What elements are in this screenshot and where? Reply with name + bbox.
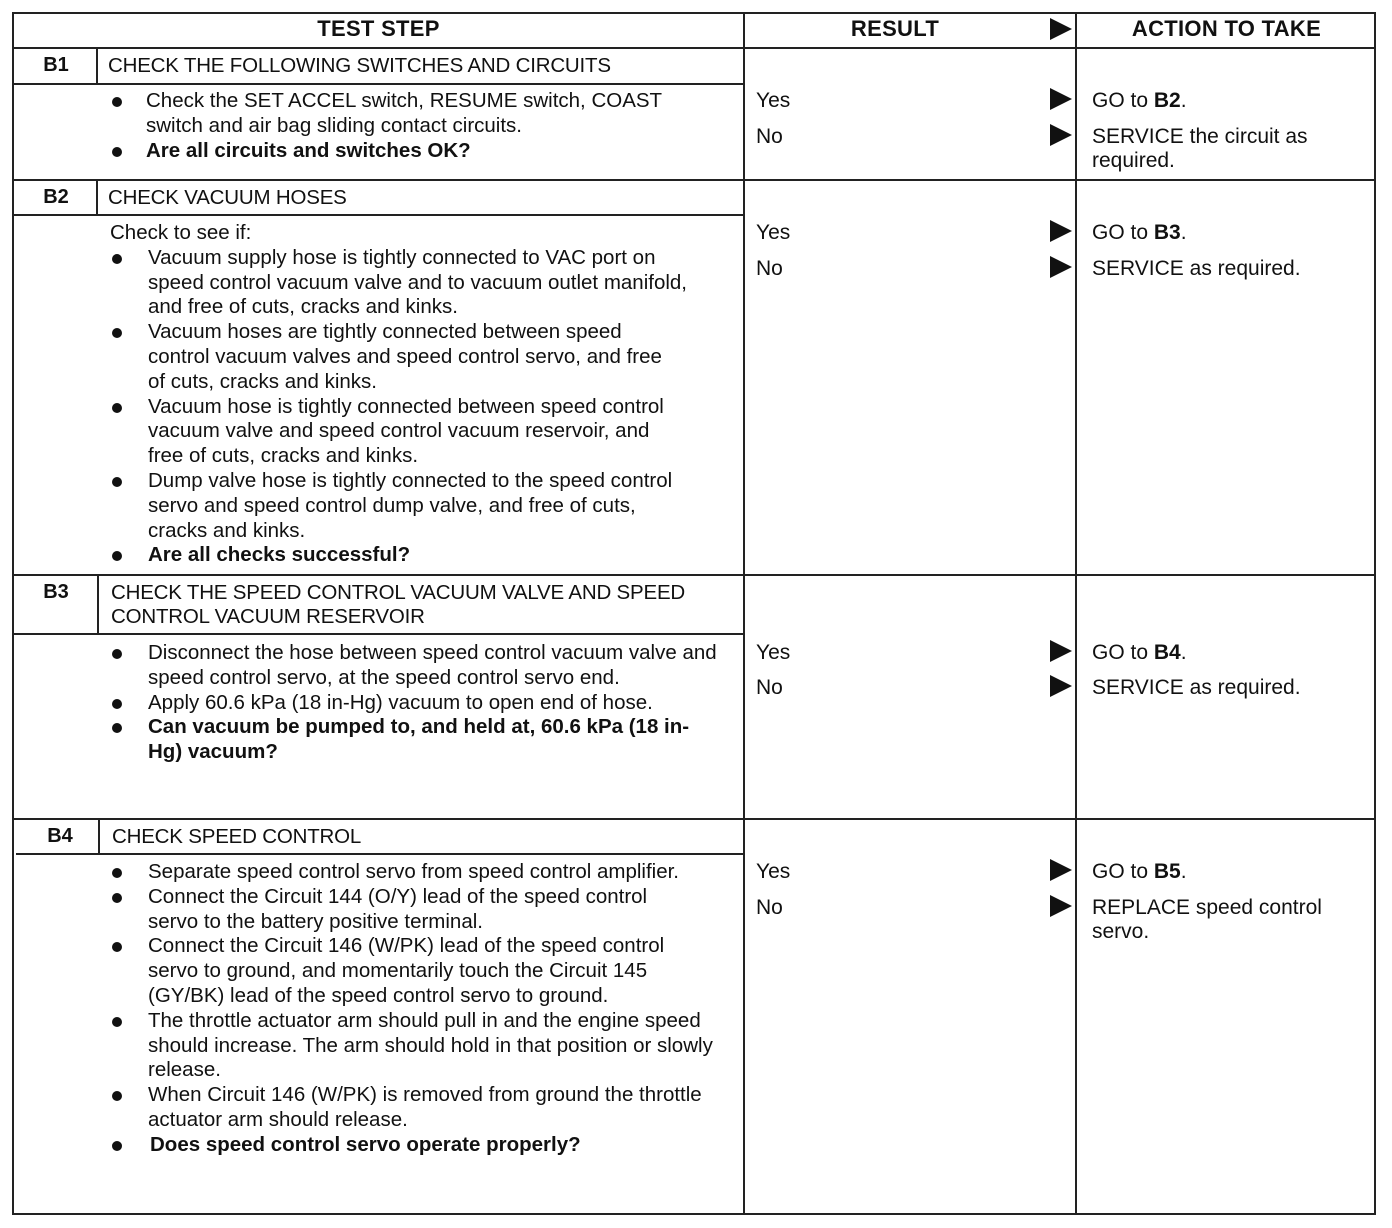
b3-row-bottom [12,818,1376,820]
b2-action-yes: GO to B3. [1092,221,1187,244]
b2-intro: Check to see if: [110,221,252,244]
step-title-b4: CHECK SPEED CONTROL [112,825,362,848]
b4-result-no: No [756,896,783,919]
b1-arrow-no-icon [1050,124,1072,146]
b2-arrow-no-icon [1050,256,1072,278]
header-test-step: TEST STEP [317,16,440,41]
b3-result-no: No [756,676,783,699]
b4-arrow-no-icon [1050,895,1072,917]
header-action: ACTION TO TAKE [1131,16,1322,41]
step-code-b2: B2 [43,186,69,208]
b3-title-underline [12,633,744,635]
step-code-b3: B3 [43,581,69,603]
b4-title-underline [16,853,744,855]
b1-title-underline [12,83,744,85]
col-divider-action [1075,12,1077,1215]
b4-question: Does speed control servo operate properly? [98,1133,738,1158]
b3-arrow-yes-icon [1050,640,1072,662]
b4-action-yes: GO to B5. [1092,860,1187,883]
b1-question: Are all circuits and switches OK? [98,139,738,164]
b4-bullet-2: Connect the Circuit 144 (O/Y) lead of the speed control servo to the battery positive terminal. [98,885,693,935]
b3-result-yes: Yes [756,641,791,664]
b4-bullet-5: When Circuit 146 (W/PK) is removed from ground the throttle actuator arm should release. [98,1083,708,1133]
b1-result-yes: Yes [756,89,791,112]
b3-action-yes: GO to B4. [1092,641,1187,664]
step-body-b4 [98,860,738,1158]
b3-bullet-1: Disconnect the hose between speed control vacuum valve and speed control servo, at the speed control servo end. [98,641,718,691]
step-title-b1: CHECK THE FOLLOWING SWITCHES AND CIRCUITS [108,54,611,77]
b2-bullet-1: Vacuum supply hose is tightly connected to VAC port on speed control vacuum valve and to vacuum outlet manifold, and free of cuts, cracks and kinks. [98,246,696,320]
step-body-b3 [98,641,738,765]
b3-question: Can vacuum be pumped to, and held at, 60.6 kPa (18 in-Hg) vacuum? [98,715,718,765]
b3-action-no: SERVICE as required. [1092,676,1301,699]
b1-arrow-yes-icon [1050,88,1072,110]
step-code-b1: B1 [43,54,69,76]
b2-arrow-yes-icon [1050,220,1072,242]
step-code-b4: B4 [47,825,73,847]
b2-action-no: SERVICE as required. [1092,257,1301,280]
b2-title-underline [12,214,744,216]
b4-bullet-3: Connect the Circuit 146 (W/PK) lead of the speed control servo to ground, and momentarily touch the Circuit 145 (GY/BK) lead of the speed control servo to ground. [98,934,718,1008]
b1-action-no: SERVICE the circuit as required. [1092,125,1308,172]
b1-bullet-1: Check the SET ACCEL switch, RESUME switch, COAST switch and air bag sliding contact circuits. [98,89,706,139]
b2-bullet-4: Dump valve hose is tightly connected to the speed control servo and speed control dump valve, and free of cuts, cracks and kinks. [98,469,696,543]
b4-arrow-yes-icon [1050,859,1072,881]
step-title-b2: CHECK VACUUM HOSES [108,186,347,209]
b4-bullet-4: The throttle actuator arm should pull in and the engine speed should increase. The arm should hold in that position or slowly release. [98,1009,718,1083]
b3-arrow-no-icon [1050,675,1072,697]
header-arrow-icon [1050,18,1072,40]
b2-bullet-3: Vacuum hose is tightly connected between speed control vacuum valve and speed control vacuum reservoir, and free of cuts, cracks and kinks. [98,395,688,469]
step-body-b2 [98,221,738,568]
b1-row-bottom [12,179,1376,181]
b2-result-yes: Yes [756,221,791,244]
step-body-b1 [98,89,738,163]
step-title-b3: CHECK THE SPEED CONTROL VACUUM VALVE AND SPEED CONTROL VACUUM RESERVOIR [111,581,686,628]
b4-result-yes: Yes [756,860,791,883]
b2-question: Are all checks successful? [98,543,738,568]
b1-result-no: No [756,125,783,148]
header-divider [12,47,1376,49]
b2-bullet-2: Vacuum hoses are tightly connected between speed control vacuum valves and speed control servo, and free of cuts, cracks and kinks. [98,320,676,394]
header-result: RESULT [850,16,940,41]
b4-action-no: REPLACE speed control servo. [1092,896,1322,943]
b3-bullet-2: Apply 60.6 kPa (18 in-Hg) vacuum to open end of hose. [98,691,678,716]
b2-row-bottom [12,574,1376,576]
b2-result-no: No [756,257,783,280]
b1-action-yes: GO to B2. [1092,89,1187,112]
b4-bullet-1: Separate speed control servo from speed control amplifier. [98,860,693,885]
